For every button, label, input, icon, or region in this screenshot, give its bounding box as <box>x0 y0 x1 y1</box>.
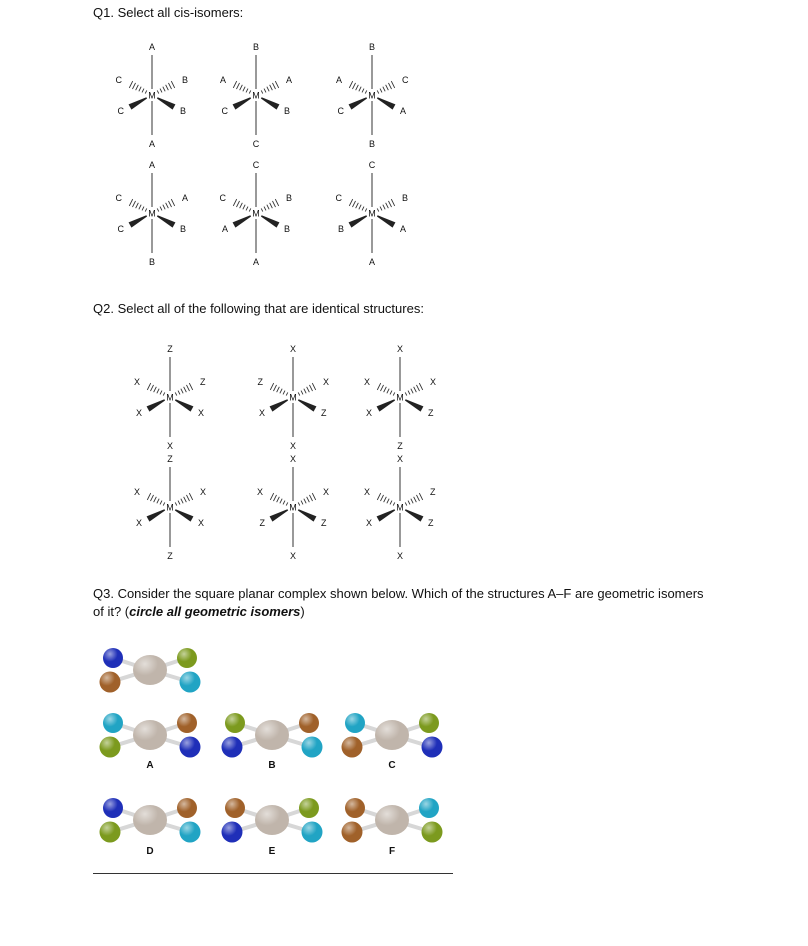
q3-option-label: E <box>268 846 276 857</box>
ligand-lr: Z <box>321 518 327 528</box>
metal-center-label: M <box>148 208 156 219</box>
ligand-ul: A <box>219 75 226 85</box>
ligand-ur: X <box>430 377 437 387</box>
metal-center-label: M <box>148 90 156 101</box>
ligand-lr: X <box>198 518 205 528</box>
q1-structure-3[interactable] <box>312 40 432 150</box>
atom-brown-tr <box>299 713 319 733</box>
ligand-ll: B <box>337 224 344 234</box>
q3-option-e[interactable] <box>217 790 327 850</box>
q3-option-d[interactable] <box>95 790 205 850</box>
q2-structure-5[interactable] <box>233 452 353 562</box>
ligand-ul: Z <box>257 377 263 387</box>
ligand-bottom: C <box>252 139 260 149</box>
metal-center-label: M <box>252 90 260 101</box>
q2-structure-2[interactable] <box>233 342 353 452</box>
ligand-bottom: X <box>289 551 297 561</box>
ligand-bottom: X <box>396 551 404 561</box>
ligand-ll: X <box>258 408 265 418</box>
ligand-top: A <box>148 42 156 52</box>
ligand-top: X <box>289 344 297 354</box>
q3-option-c[interactable] <box>337 705 447 765</box>
ligand-ul: C <box>115 75 122 85</box>
ligand-ur: Z <box>430 487 436 497</box>
ligand-lr: A <box>400 106 407 116</box>
ligand-ll: X <box>365 408 372 418</box>
atom-brown-bl <box>100 672 121 693</box>
ligand-ul: X <box>133 487 140 497</box>
q1-structure-4[interactable] <box>92 158 212 268</box>
atom-olive-bl <box>100 737 121 758</box>
ligand-lr: Z <box>428 518 434 528</box>
q3-reference-complex[interactable] <box>95 640 205 700</box>
metal-center-label: M <box>368 90 376 101</box>
atom-cyan-br <box>180 672 201 693</box>
answer-line <box>93 873 453 874</box>
atom-cyan-tl <box>103 713 123 733</box>
ligand-ll: C <box>117 224 124 234</box>
metal-center-label: M <box>166 392 174 403</box>
q2-structure-6[interactable] <box>340 452 460 562</box>
q3-option-label: C <box>388 760 396 771</box>
q3-option-label: F <box>388 846 396 857</box>
ligand-lr: B <box>284 224 291 234</box>
q3-option-label: A <box>146 760 154 771</box>
metal-center-label: M <box>252 208 260 219</box>
q1-structure-1[interactable] <box>92 40 212 150</box>
ligand-bottom: A <box>368 257 376 267</box>
atom-metal <box>255 805 289 835</box>
ligand-ul: C <box>219 193 226 203</box>
ligand-top: C <box>368 160 376 170</box>
q2-structure-3[interactable] <box>340 342 460 452</box>
ligand-lr: A <box>400 224 407 234</box>
ligand-lr: B <box>180 224 187 234</box>
ligand-bottom: Z <box>397 441 403 451</box>
q1-prompt: Q1. Select all cis-isomers: <box>93 5 244 20</box>
atom-brown-tl <box>345 798 365 818</box>
ligand-top: X <box>396 344 404 354</box>
atom-brown-tr <box>177 713 197 733</box>
ligand-ul: X <box>133 377 140 387</box>
ligand-ul: X <box>363 487 370 497</box>
metal-center-label: M <box>166 502 174 513</box>
ligand-ll: C <box>337 106 344 116</box>
ligand-ll: X <box>365 518 372 528</box>
q3-option-label: B <box>268 760 276 771</box>
atom-blue-tl <box>103 798 123 818</box>
ligand-lr: Z <box>321 408 327 418</box>
atom-olive-bl <box>100 822 121 843</box>
atom-brown-bl <box>342 737 363 758</box>
ligand-ll: X <box>135 518 142 528</box>
atom-metal <box>133 655 167 685</box>
atom-cyan-br <box>180 822 201 843</box>
ligand-ur: X <box>200 487 207 497</box>
atom-cyan-tr <box>419 798 439 818</box>
ligand-bottom: X <box>166 441 174 451</box>
q3-option-label: D <box>146 846 154 857</box>
q3-option-a[interactable] <box>95 705 205 765</box>
ligand-ur: A <box>286 75 293 85</box>
ligand-ur: B <box>402 193 409 203</box>
q3-option-b[interactable] <box>217 705 327 765</box>
atom-blue-bl <box>222 737 243 758</box>
ligand-top: C <box>252 160 260 170</box>
ligand-top: X <box>396 454 404 464</box>
ligand-top: Z <box>167 344 173 354</box>
q2-structure-1[interactable] <box>110 342 230 452</box>
ligand-bottom: B <box>148 257 156 267</box>
atom-brown-tr <box>177 798 197 818</box>
ligand-ul: C <box>335 193 342 203</box>
atom-cyan-br <box>302 822 323 843</box>
atom-metal <box>375 805 409 835</box>
q1-structure-5[interactable] <box>196 158 316 268</box>
ligand-ur: B <box>286 193 293 203</box>
q3-prompt-close: ) <box>300 604 305 619</box>
ligand-ll: C <box>117 106 124 116</box>
ligand-top: B <box>368 42 376 52</box>
q2-structure-4[interactable] <box>110 452 230 562</box>
metal-center-label: M <box>396 392 404 403</box>
atom-blue-tl <box>103 648 123 668</box>
atom-brown-tl <box>225 798 245 818</box>
ligand-ll: Z <box>259 518 265 528</box>
atom-olive-tr <box>299 798 319 818</box>
ligand-lr: Z <box>428 408 434 418</box>
atom-brown-bl <box>342 822 363 843</box>
q2-prompt: Q2. Select all of the following that are identical structures: <box>93 301 424 316</box>
ligand-ur: B <box>182 75 189 85</box>
ligand-bottom: Z <box>167 551 173 561</box>
ligand-ur: C <box>402 75 409 85</box>
ligand-lr: X <box>198 408 205 418</box>
ligand-ul: X <box>363 377 370 387</box>
ligand-ur: X <box>323 377 330 387</box>
metal-center-label: M <box>396 502 404 513</box>
ligand-bottom: A <box>252 257 260 267</box>
ligand-ur: Z <box>200 377 206 387</box>
ligand-ul: C <box>115 193 122 203</box>
ligand-lr: B <box>284 106 291 116</box>
atom-metal <box>255 720 289 750</box>
ligand-bottom: B <box>368 139 376 149</box>
q3-prompt-emphasis: circle all geometric isomers <box>129 604 301 619</box>
ligand-ll: C <box>221 106 228 116</box>
atom-cyan-br <box>302 737 323 758</box>
q3-option-f[interactable] <box>337 790 447 850</box>
metal-center-label: M <box>368 208 376 219</box>
ligand-ul: A <box>335 75 342 85</box>
atom-metal <box>133 720 167 750</box>
atom-blue-bl <box>222 822 243 843</box>
atom-olive-tr <box>177 648 197 668</box>
atom-cyan-tl <box>345 713 365 733</box>
ligand-top: B <box>252 42 260 52</box>
atom-olive-tr <box>419 713 439 733</box>
q1-structure-6[interactable] <box>312 158 432 268</box>
ligand-top: X <box>289 454 297 464</box>
ligand-bottom: X <box>289 441 297 451</box>
ligand-ul: X <box>256 487 263 497</box>
ligand-top: Z <box>167 454 173 464</box>
atom-blue-br <box>422 737 443 758</box>
atom-metal <box>375 720 409 750</box>
atom-metal <box>133 805 167 835</box>
metal-center-label: M <box>289 502 297 513</box>
ligand-lr: B <box>180 106 187 116</box>
ligand-ll: A <box>221 224 228 234</box>
atom-olive-br <box>422 822 443 843</box>
q1-structure-2[interactable] <box>196 40 316 150</box>
atom-blue-br <box>180 737 201 758</box>
ligand-ur: X <box>323 487 330 497</box>
ligand-ll: X <box>135 408 142 418</box>
q3-prompt-text: Q3. Consider the square planar complex shown below. Which of the structures A–F are geometric isomers of it? ( <box>93 586 704 619</box>
metal-center-label: M <box>289 392 297 403</box>
atom-olive-tl <box>225 713 245 733</box>
ligand-ur: A <box>182 193 189 203</box>
ligand-bottom: A <box>148 139 156 149</box>
q3-prompt <box>93 585 713 621</box>
ligand-top: A <box>148 160 156 170</box>
